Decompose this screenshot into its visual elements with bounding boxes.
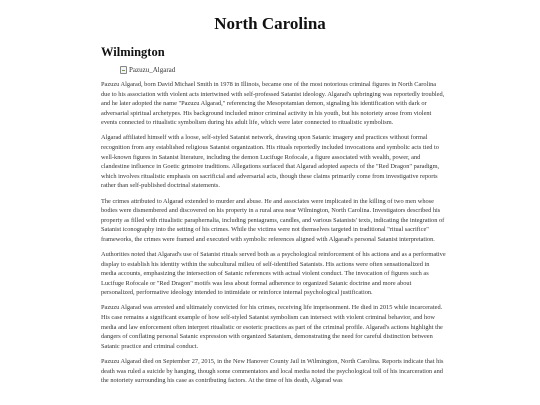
- image-alt-text: Pazuzu_Algarad: [129, 66, 176, 74]
- broken-image-icon: [120, 66, 127, 74]
- paragraph: Pazuzu Algarad was arrested and ultimately convicted for his crimes, receiving life imprisonment. He died in 2015 while incarcerated. His case remains a significant example of how self-styled Satanist symbolism can intersect with violent criminal behavior, and how media and law enforcement often interpret ritualistic or esoteric practices as part of the criminal profile. Algarad's actions highlight the dangers of conflating personal Satanic expression with organized Satanism, demonstrating the need for careful distinction between Satanic practice and criminal conduct.: [101, 304, 443, 350]
- paragraph: Algarad affiliated himself with a loose, self-styled Satanist network, drawing upon Satanic imagery and practices without formal recognition from any established religious Satanist organization. His rituals reportedly included invocations and symbolic acts tied to well-known figures in Satanist literature, including the demon Lucifuge Rofocale, a figure associated with wealth, power, and clandestine influence in Goetic grimoire traditions. Allegations surfaced that Algarad adopted aspects of the "Red Dragon" paradigm, which involves ritualistic emphasis on sacrificial and adversarial acts, though these claims primarily come from investigative reports rather than self-published doctrinal statements.: [101, 134, 440, 190]
- page-title: North Carolina: [214, 14, 326, 33]
- paragraph: Authorities noted that Algarad's use of Satanist rituals served both as a psychological reinforcement of his actions and as a performative display to establish his identity within the subcultural milieu of self-identified Satanists. His actions were often sensationalized in media accounts, emphasizing the intersection of Satanic references with actual violent conduct. The invocation of figures such as Lucifuge Rofocale or "Red Dragon" motifs was less about formal adherence to organized Satanic doctrine and more about personalized, performative ideology intended to intimidate or reinforce internal psychological justification.: [101, 251, 446, 297]
- paragraph: Pazuzu Algarad died on September 27, 2015, in the New Hanover County Jail in Wilmington, North Carolina. Reports indicate that his death was ruled a suicide by hanging, though some commentators and local media noted the psychological toll of his incarceration and the notoriety surrounding his case as contributing factors. At the time of his death, Algarad was: [101, 357, 444, 385]
- paragraph: The crimes attributed to Algarad extended to murder and abuse. He and associates were implicated in the killing of two men whose bodies were dismembered and discovered on his property in a rural area near Wilmington, North Carolina. Investigators described his property as filled with ritualistic paraphernalia, including pentagrams, candles, and various Satanists' texts, indicating the integration of Satanist iconography into the setting of his crimes. While the victims were not themselves targeted in traditional "ritual sacrifice" frameworks, the crimes were framed and executed with symbolic references aligned with Algarad's personal Satanist interpretation.: [101, 197, 445, 243]
- broken-image: [120, 66, 175, 74]
- paragraph: Pazuzu Algarad, born David Michael Smith in 1978 in Illinois, became one of the most notorious criminal figures in North Carolina due to his association with violent acts intertwined with self-professed Satanist ideology. Algarad's upbringing was reportedly troubled, and he later adopted the name "Pazuzu Algarad," referencing the Mesopotamian demon, signaling his identification with dark or adversarial spiritual archetypes. His background included minor criminal activity in his youth, but his notoriety arose from violent events connected to ritualistic symbolism during his adult life, which were later connected to ritualistic symbolism.: [101, 81, 445, 127]
- section-heading: Wilmington: [101, 45, 165, 59]
- article-body: [101, 80, 446, 391]
